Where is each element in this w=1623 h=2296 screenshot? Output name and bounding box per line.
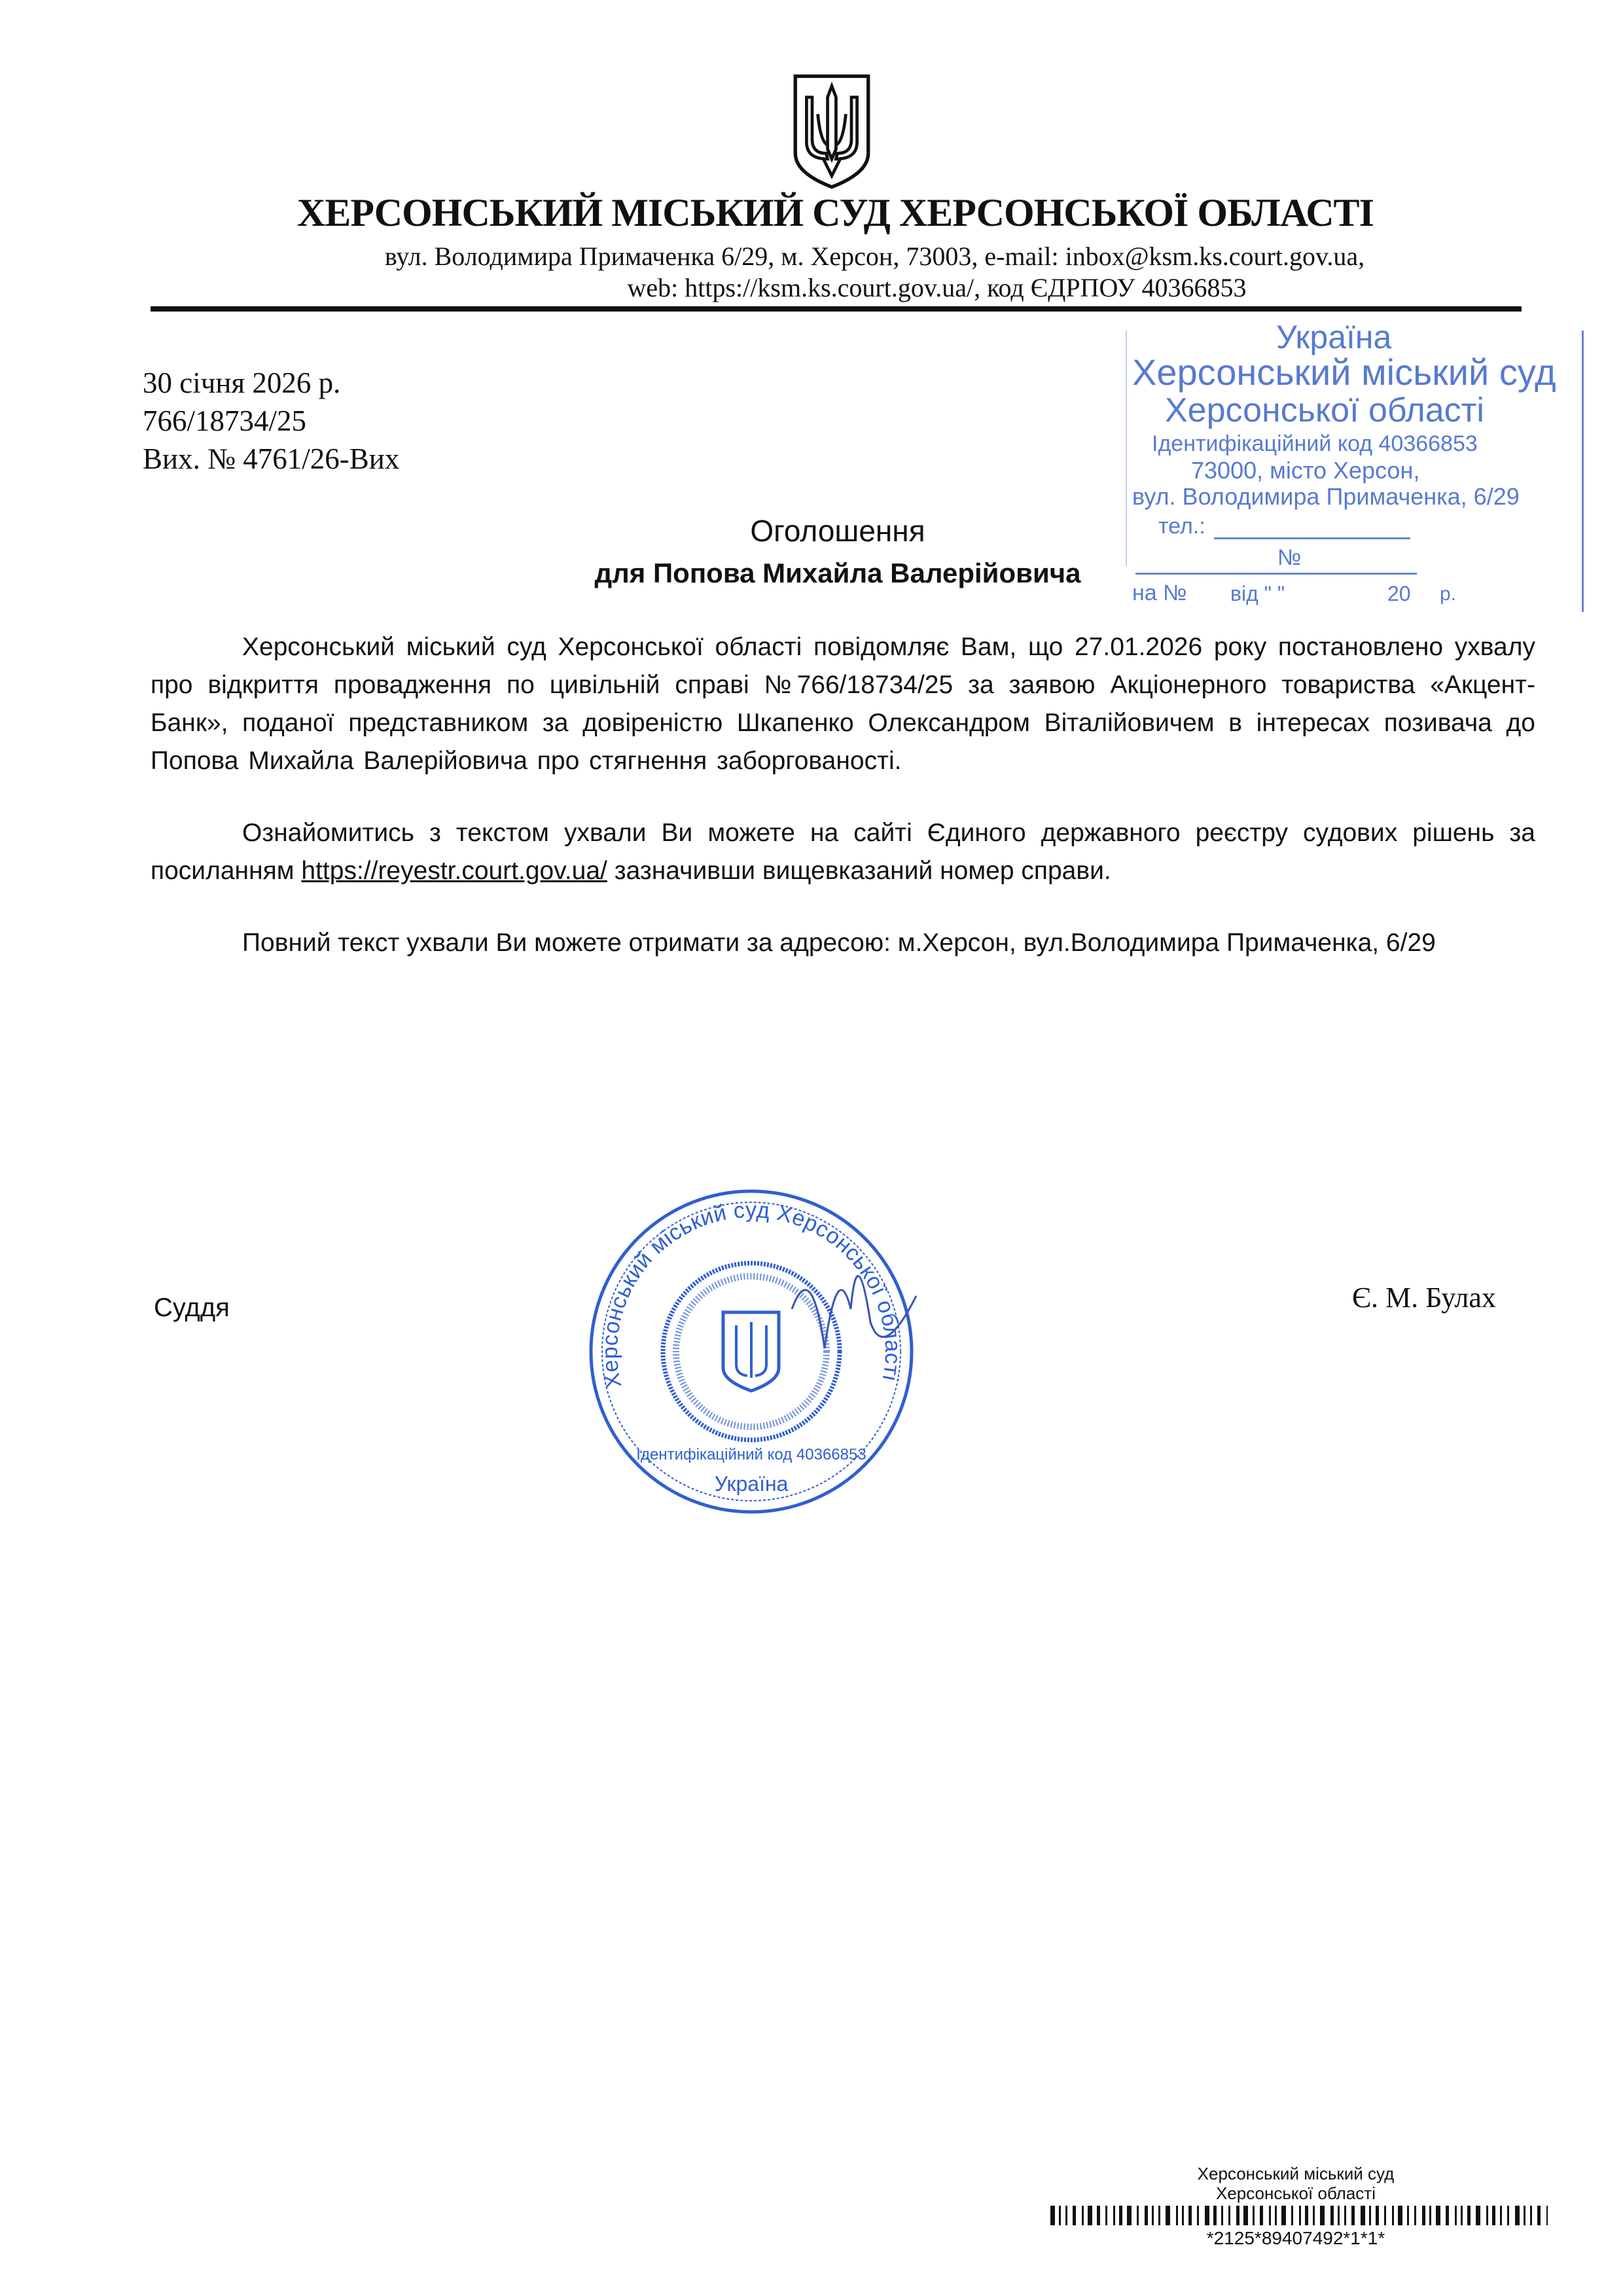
stamp-city: 73000, місто Херсон, bbox=[1191, 457, 1420, 484]
barcode-bar bbox=[1376, 2206, 1379, 2225]
barcode-bar bbox=[1281, 2206, 1286, 2225]
barcode-bar bbox=[1082, 2206, 1084, 2225]
barcode-bar bbox=[1197, 2206, 1199, 2225]
court-seal bbox=[576, 1178, 929, 1518]
stamp-court-line2: Херсонської області bbox=[1165, 391, 1484, 429]
document-date: 30 січня 2026 р. bbox=[143, 367, 341, 399]
barcode-bar bbox=[1228, 2206, 1230, 2225]
barcode-bar bbox=[1486, 2206, 1488, 2225]
stamp-id-code: Ідентифікаційний код 40366853 bbox=[1152, 431, 1478, 456]
barcode-bar bbox=[1338, 2206, 1340, 2225]
barcode-bar bbox=[1119, 2206, 1122, 2225]
stamp-number-label: № bbox=[1277, 545, 1302, 570]
seal-outer-text: Херсонський міський суд Херсонської області bbox=[597, 1197, 906, 1391]
barcode-bar bbox=[1166, 2206, 1170, 2225]
barcode-bar bbox=[1176, 2206, 1178, 2225]
notice-paragraph: Херсонський міський суд Херсонської області повідомляє Вам, що 27.01.2026 року постановлено ухвалу про відкриття провадження по цивільній справі №766/18734/25 за заявою Акціонерного товариства «Акцент-Банк», поданої представником за довіреністю Шкапенко Олександром Віталійовичем в інтересах позивача до Попова Михайла Валерійовича про стягнення заборгованості. bbox=[151, 633, 1535, 775]
barcode-bar bbox=[1313, 2206, 1315, 2225]
stamp-year-label: 20 bbox=[1387, 582, 1411, 605]
seal-inner-text: Ідентифікаційний код 40366853 bbox=[636, 1446, 866, 1463]
barcode-bar bbox=[1507, 2206, 1509, 2225]
judge-name: Є. М. Булах bbox=[1352, 1282, 1496, 1314]
barcode-bar bbox=[1299, 2206, 1301, 2225]
barcode-bar bbox=[1127, 2206, 1132, 2225]
court-web-and-code: web: https://ksm.ks.court.gov.ua/, код ЄДРПОУ 40366853 bbox=[627, 273, 1247, 302]
barcode-bar bbox=[1369, 2206, 1371, 2225]
barcode bbox=[1050, 2206, 1548, 2225]
barcode-bar bbox=[1392, 2206, 1394, 2225]
barcode-bar bbox=[1213, 2206, 1217, 2225]
barcode-bar bbox=[1500, 2206, 1502, 2225]
barcode-bar bbox=[1236, 2206, 1240, 2225]
barcode-bar bbox=[1384, 2206, 1386, 2225]
barcode-bar bbox=[1461, 2206, 1463, 2225]
barcode-bar bbox=[1492, 2206, 1495, 2225]
notice-addressee: для Попова Михайла Валерійовича bbox=[594, 558, 1081, 588]
registry-link[interactable]: https://reyestr.court.gov.ua/ bbox=[301, 857, 607, 885]
barcode-bar bbox=[1361, 2206, 1365, 2225]
case-number: 766/18734/25 bbox=[143, 404, 307, 437]
stamp-country: Україна bbox=[1276, 319, 1392, 355]
barcode-bar bbox=[1320, 2206, 1325, 2225]
barcode-bar bbox=[1291, 2206, 1293, 2225]
barcode-bar bbox=[1344, 2206, 1346, 2225]
notice-paragraph bbox=[151, 814, 1535, 890]
barcode-bar bbox=[1515, 2206, 1520, 2225]
stamp-street: вул. Володимира Примаченка, 6/29 bbox=[1132, 483, 1520, 510]
stamp-phone-label: тел.: bbox=[1158, 514, 1205, 539]
barcode-bar bbox=[1243, 2206, 1248, 2225]
barcode-bar bbox=[1305, 2206, 1308, 2225]
footer-court bbox=[1034, 2164, 1558, 2203]
barcode-bar bbox=[1537, 2206, 1541, 2225]
barcode-code: *2125*89407492*1*1* bbox=[1206, 2228, 1385, 2248]
stamp-reply-label: на № bbox=[1132, 581, 1187, 605]
notice-title: Оголошення bbox=[750, 514, 925, 548]
barcode-bar bbox=[1113, 2206, 1115, 2225]
barcode-bar bbox=[1446, 2206, 1449, 2225]
paragraph-text: Ознайомитись з текстом ухвали Ви можете на сайті Єдиного державного реєстру судових рішень за посиланням bbox=[151, 819, 1535, 885]
footer-court-line2: Херсонської області bbox=[1216, 2183, 1376, 2203]
barcode-bar bbox=[1105, 2206, 1107, 2225]
barcode-bar bbox=[1455, 2206, 1457, 2225]
court-address: вул. Володимира Примаченка 6/29, м. Херсон, 73003, e-mail: inbox@ksm.ks.court.gov.ua, bbox=[384, 242, 1365, 271]
seal-bottom-text: Україна bbox=[714, 1472, 789, 1496]
barcode-bar bbox=[1088, 2206, 1092, 2225]
barcode-bar bbox=[1530, 2206, 1532, 2225]
barcode-bar bbox=[1330, 2206, 1334, 2225]
stamp-year-suffix: р. bbox=[1440, 583, 1457, 605]
ukraine-trident-icon bbox=[789, 72, 874, 190]
barcode-bar bbox=[1414, 2206, 1416, 2225]
barcode-bar bbox=[1205, 2206, 1209, 2225]
outgoing-number: Вих. № 4761/26-Вих bbox=[143, 442, 400, 475]
notice-body bbox=[151, 628, 1535, 996]
barcode-bar bbox=[1188, 2206, 1192, 2225]
barcode-bar bbox=[1253, 2206, 1255, 2225]
barcode-bar bbox=[1436, 2206, 1440, 2225]
barcode-bar bbox=[1546, 2206, 1548, 2225]
barcode-bar bbox=[1275, 2206, 1277, 2225]
barcode-bar bbox=[1221, 2206, 1223, 2225]
barcode-bar bbox=[1182, 2206, 1184, 2225]
stamp-date-label: від " " bbox=[1230, 582, 1285, 605]
barcode-bar bbox=[1467, 2206, 1471, 2225]
barcode-bar bbox=[1407, 2206, 1409, 2225]
notice-paragraph: Повний текст ухвали Ви можете отримати за адресою: м.Херсон, вул.Володимира Примаченка, 6/29 bbox=[242, 929, 1436, 957]
barcode-bar bbox=[1152, 2206, 1154, 2225]
barcode-bar bbox=[1524, 2206, 1525, 2225]
barcode-bar bbox=[1476, 2206, 1480, 2225]
barcode-bar bbox=[1050, 2206, 1055, 2225]
court-name-heading: ХЕРСОНСЬКИЙ МІСЬКИЙ СУД ХЕРСОНСЬКОЇ ОБЛАСТІ bbox=[297, 191, 1374, 234]
barcode-bar bbox=[1422, 2206, 1425, 2225]
barcode-bar bbox=[1260, 2206, 1263, 2225]
judge-label: Суддя bbox=[154, 1293, 230, 1322]
barcode-bar bbox=[1137, 2206, 1139, 2225]
paragraph-text: зазначивши вищевказаний номер справи. bbox=[607, 857, 1111, 885]
barcode-bar bbox=[1429, 2206, 1431, 2225]
barcode-bar bbox=[1145, 2206, 1148, 2225]
footer-court-line1: Херсонський міський суд bbox=[1197, 2164, 1395, 2183]
barcode-bar bbox=[1269, 2206, 1271, 2225]
barcode-bar bbox=[1351, 2206, 1355, 2225]
barcode-bar bbox=[1073, 2206, 1076, 2225]
barcode-bar bbox=[1097, 2206, 1100, 2225]
barcode-bar bbox=[1059, 2206, 1061, 2225]
barcode-bar bbox=[1158, 2206, 1160, 2225]
stamp-court-line1: Херсонський міський суд bbox=[1132, 351, 1556, 393]
barcode-bar bbox=[1065, 2206, 1067, 2225]
barcode-bar bbox=[1398, 2206, 1402, 2225]
header-divider bbox=[151, 306, 1522, 312]
